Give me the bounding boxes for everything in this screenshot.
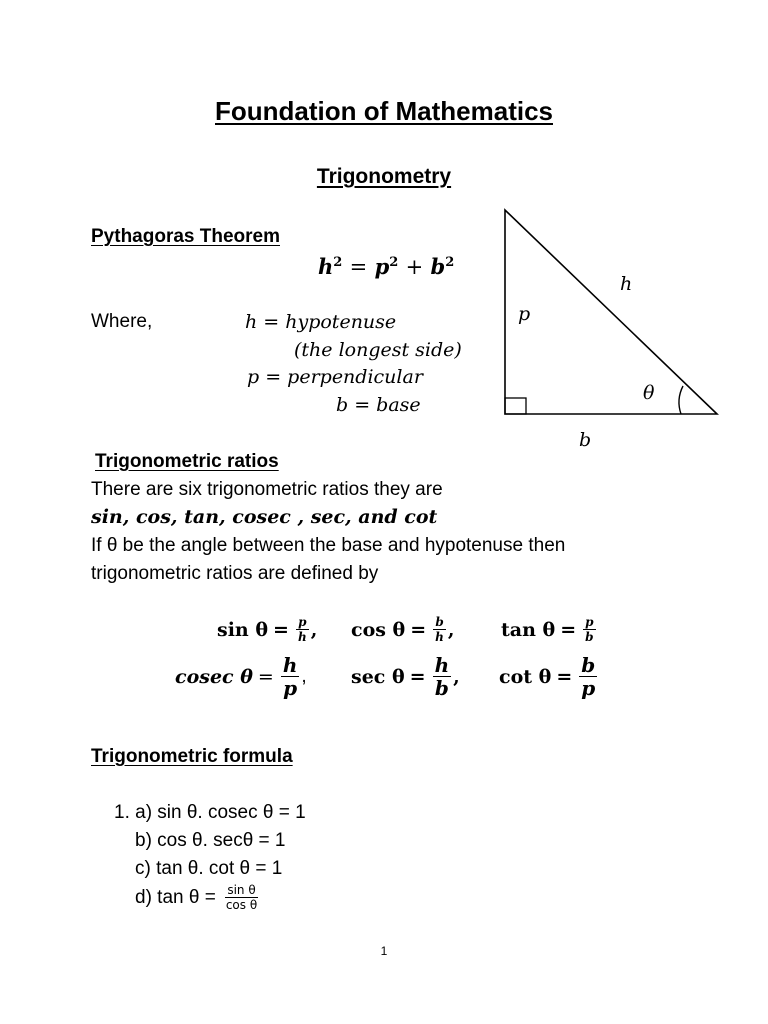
- page-number: 1: [380, 944, 388, 958]
- def-cot: cot θ = $\frac{b}{p}$: [499, 653, 596, 700]
- pythagoras-formula: $h^2 = p^2 + b^2$: [318, 254, 455, 279]
- def-sec: sec θ = $\frac{h}{b}$ ,: [351, 653, 460, 700]
- label-theta: θ: [643, 382, 655, 404]
- right-angle-marker: [505, 398, 526, 414]
- def-base: b = base: [336, 394, 421, 416]
- where-label: Where,: [91, 311, 153, 332]
- label-hypotenuse: h: [620, 273, 633, 295]
- def-longest-side: (the longest side): [294, 339, 462, 361]
- formula-item-a: 1. a) sin θ. cosec θ = 1: [114, 802, 306, 823]
- right-triangle-diagram: [495, 200, 730, 460]
- def-perpendicular: p = perpendicular: [247, 366, 423, 388]
- label-base: b: [579, 429, 592, 451]
- ratios-intro: There are six trigonometric ratios they are: [91, 479, 443, 500]
- ratios-heading: Trigonometric ratios: [95, 451, 279, 472]
- formula-heading: Trigonometric formula: [91, 746, 293, 767]
- formula-item-c: c) tan θ. cot θ = 1: [135, 858, 283, 879]
- ratios-line1: If θ be the angle between the base and hypotenuse then: [91, 535, 566, 556]
- def-sin: sin θ = $\frac{p}{h}$ ,: [217, 615, 318, 644]
- triangle-outline: [505, 210, 717, 414]
- angle-arc: [679, 386, 683, 414]
- def-cos: cos θ = $\frac{b}{h}$ ,: [351, 615, 455, 644]
- def-cosec: cosec θ = $\frac{h}{p}$ ,: [175, 653, 307, 700]
- page-title: Foundation of Mathematics: [215, 96, 553, 126]
- ratios-line2: trigonometric ratios are defined by: [91, 563, 379, 584]
- section-title: Trigonometry: [316, 165, 452, 188]
- formula-item-d: d) tan θ = $\frac{\text{sin θ}}{\text{cos θ}}$: [135, 883, 258, 912]
- label-perpendicular: p: [518, 303, 531, 325]
- formula-item-b: b) cos θ. secθ = 1: [135, 830, 286, 851]
- def-hypotenuse: h = hypotenuse: [245, 311, 397, 333]
- ratios-list: sin, cos, tan, cosec , sec, and cot: [91, 506, 438, 528]
- pythagoras-heading: Pythagoras Theorem: [91, 226, 280, 247]
- def-tan: tan θ = $\frac{p}{b}$: [501, 615, 594, 644]
